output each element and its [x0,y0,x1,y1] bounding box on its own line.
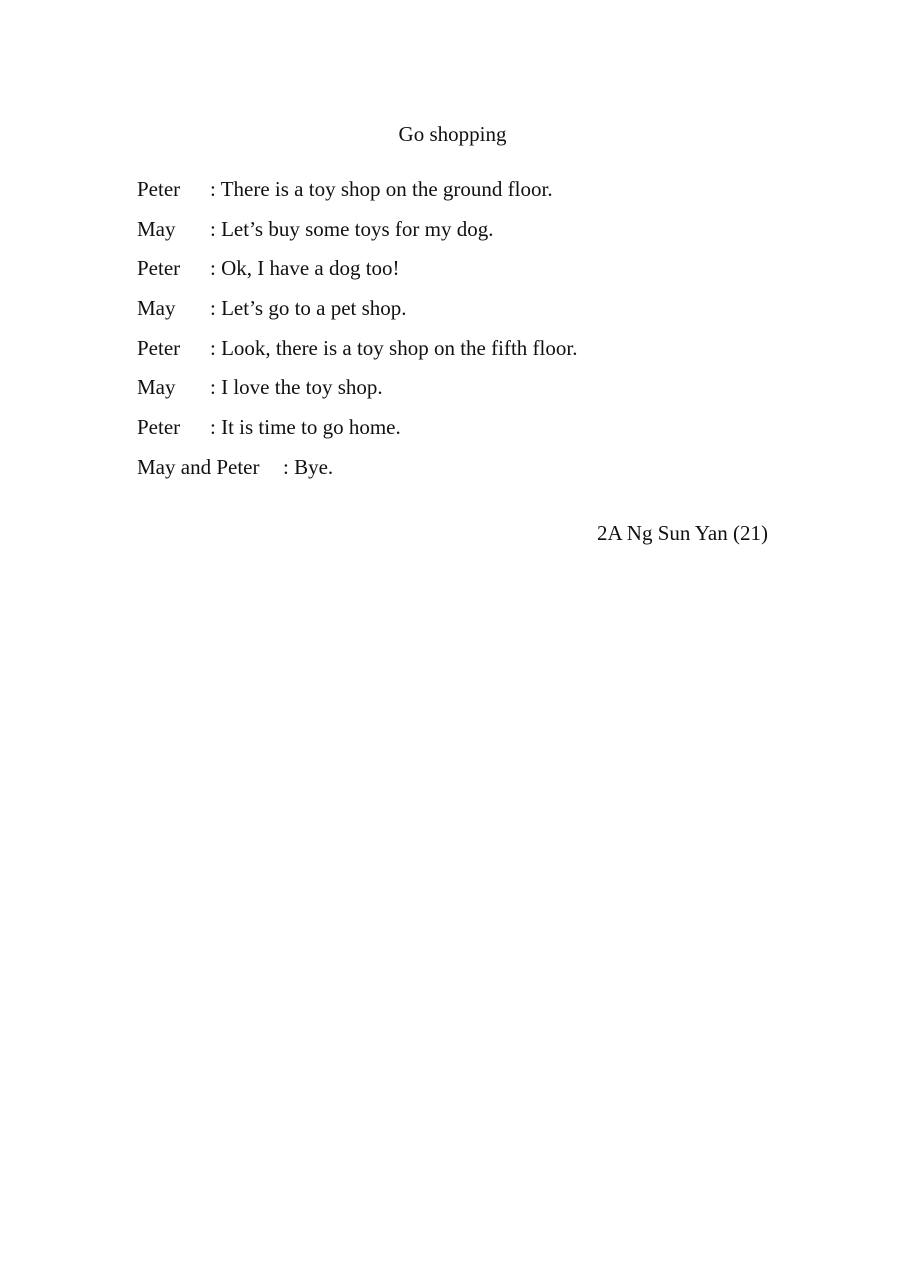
speaker-name: May [137,296,176,321]
speech-text: : Bye. [283,454,334,479]
dialogue-line [137,414,777,454]
speaker-name: Peter [137,415,181,440]
speech-text: : I love the toy shop. [210,375,383,400]
dialogue-line [137,176,777,216]
speaker-name: May [137,375,176,400]
dialogue-line [137,335,777,375]
speaker-name: Peter [137,177,181,201]
speaker-name: Peter [137,256,181,281]
speech-text: : There is a toy shop on the ground floor. [210,177,553,201]
speech-text: : Let’s buy some toys for my dog. [210,216,494,241]
dialogue-line [137,255,777,295]
speech-text: : Look, there is a toy shop on the fifth floor. [210,335,578,360]
speaker-name: May [137,216,176,241]
speaker-name: May and Peter [137,454,260,479]
dialogue-line [137,216,777,256]
speech-text: : It is time to go home. [210,415,401,440]
student-signature: 2A Ng Sun Yan (21) [597,521,768,545]
dialogue-line [137,295,777,335]
speaker-name: Peter [137,335,181,360]
dialogue-line [137,454,777,494]
dialogue [137,176,777,494]
dialogue-line [137,374,777,414]
document-title: Go shopping [398,122,507,146]
speech-text: : Ok, I have a dog too! [210,256,400,281]
speech-text: : Let’s go to a pet shop. [210,296,407,321]
